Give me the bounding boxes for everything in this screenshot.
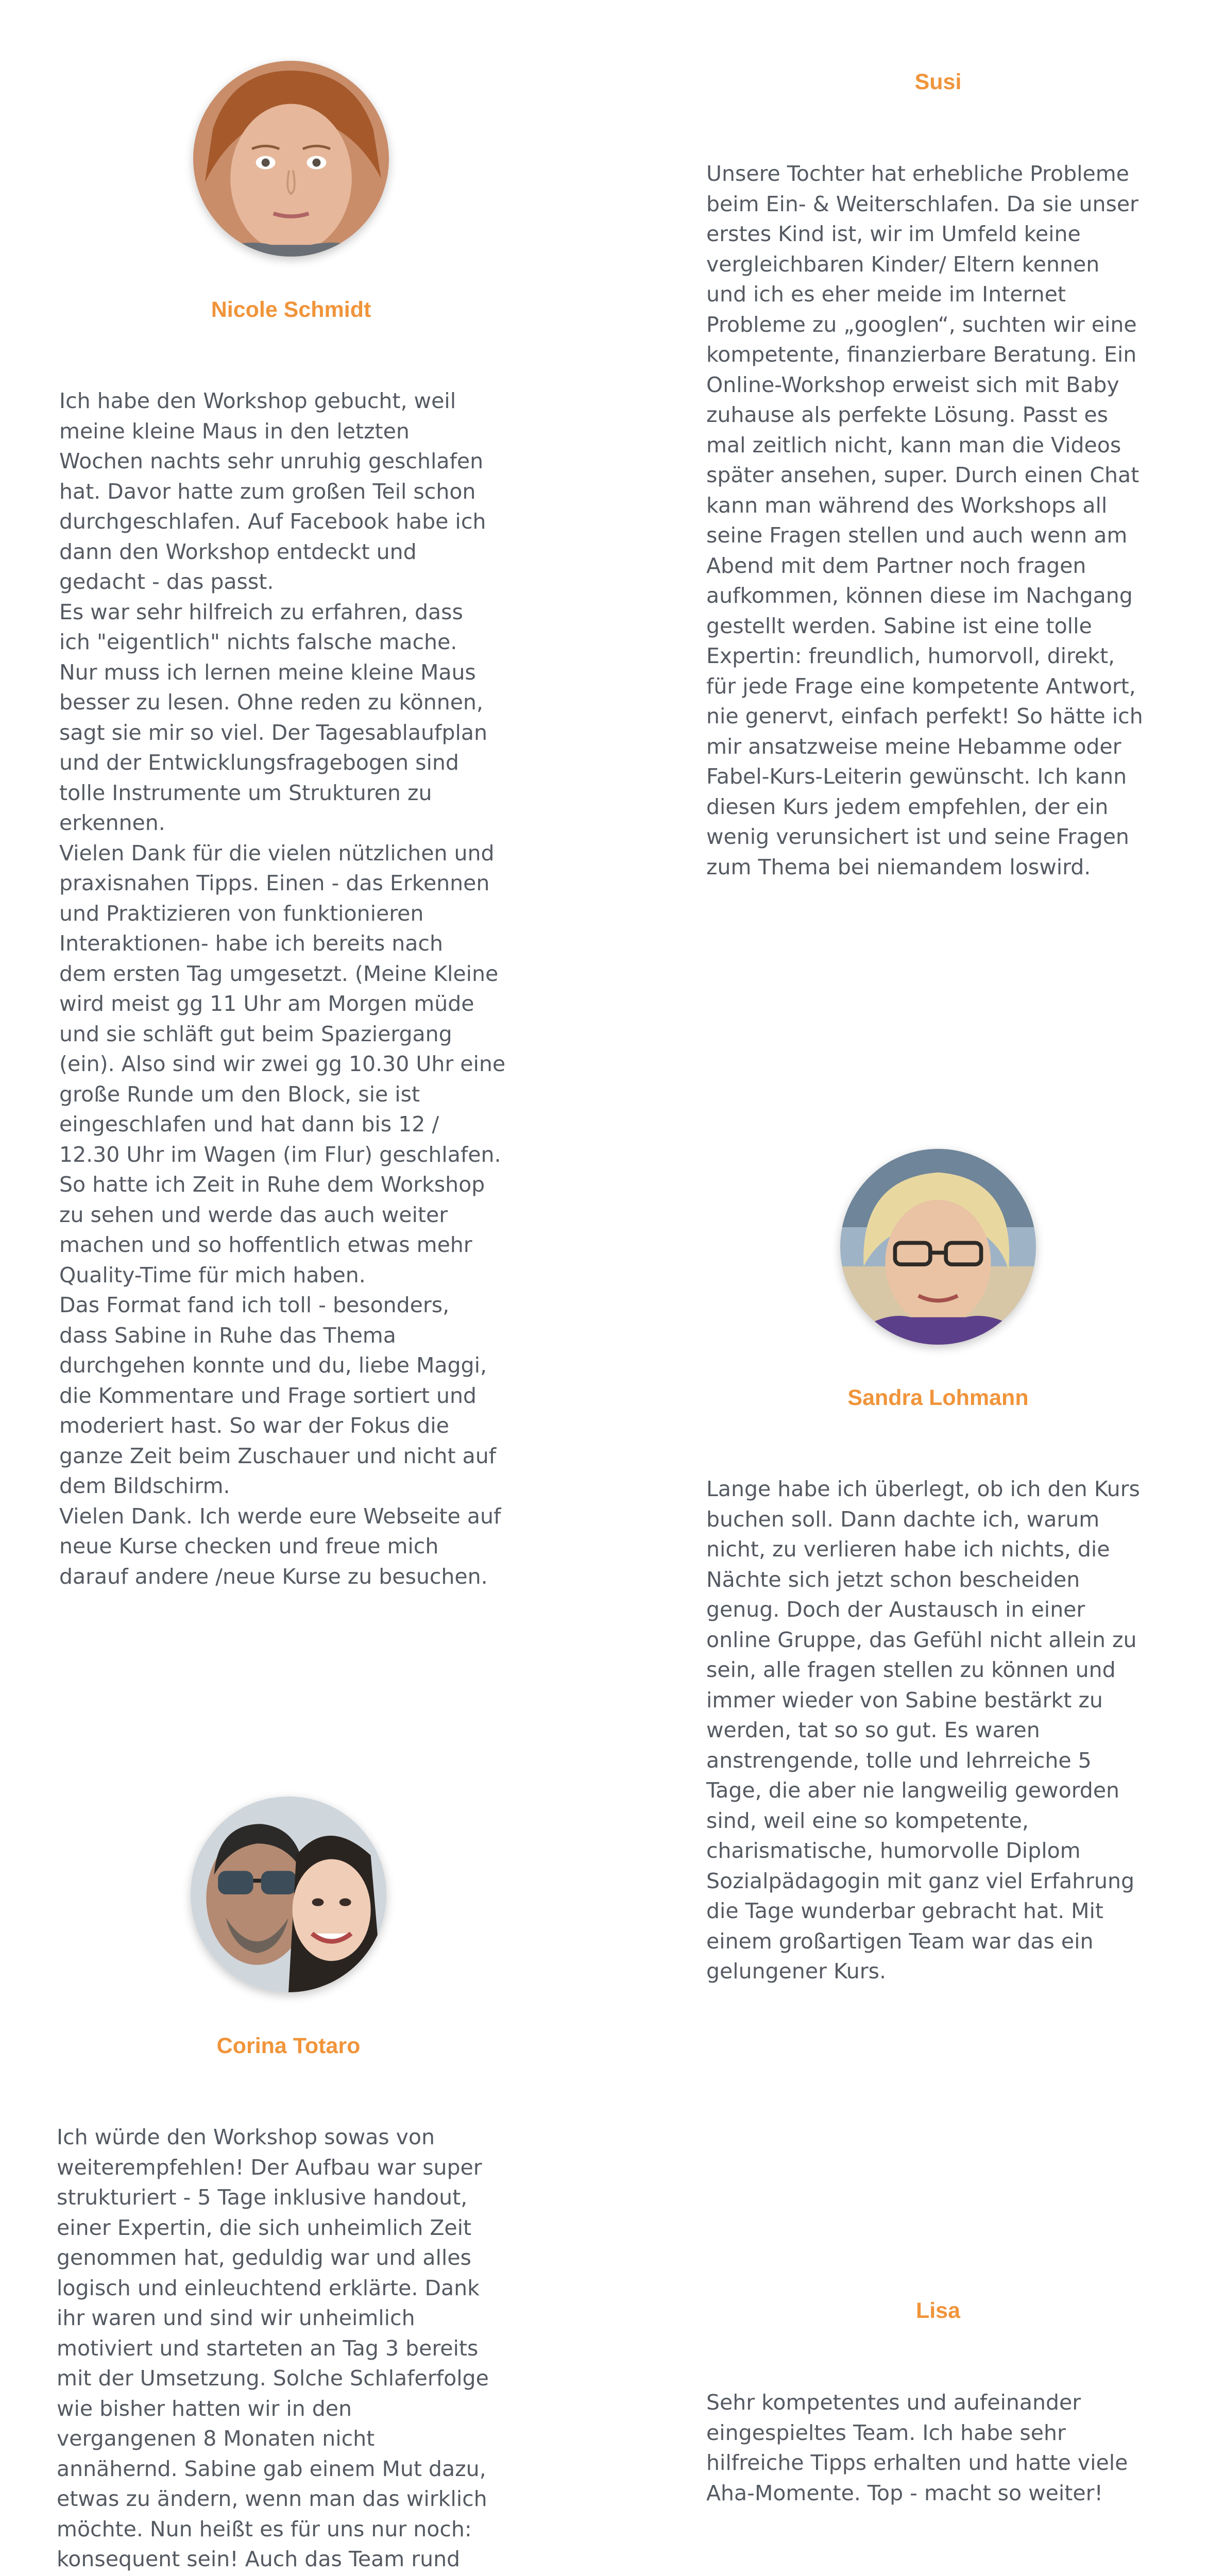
testimonial-text: Ich würde den Workshop sowas von weiterempfehlen! Der Aufbau war super strukturiert - 5 Tage inklusive handout, einer Expertin, die sich unheimlich Zeit genommen hat, geduldig war und alles logisch und einleuchtend erklärte. Dank ihr waren und sind wir unheimlich motiviert und starteten an Tag 3 bereits mit der Umsetzung. Solche Schlaferfolge wie bisher hatten wir in den vergangenen 8 Monaten nicht annähernd. Sabine gab einem Mut dazu, etwas zu ändern, wenn man das wirklich möchte. Nun heißt es für uns nur noch: konsequent sein! Auch das Team rund [57,2125,489,2571]
avatar-corina-totaro [191,1797,386,1992]
reviewer-name: Sandra Lohmann [847,1385,1029,1410]
testimonial-card-corina-totaro [57,1797,520,2576]
testimonial-text: Unsere Tochter hat erhebliche Probleme beim Ein- & Weiterschlafen. Da sie unser erstes Kind ist, wir im Umfeld keine vergleichbaren Kinder/ Eltern kennen und ich es eher meide im Internet Probleme zu „googlen“, suchten wir eine kompetente, finanzierbare Beratung. Ein Online-Workshop erweist sich mit Baby zuhause als perfekte Lösung. Passt es mal zeitlich nicht, kann man die Videos später ansehen, super. Durch einen Chat kann man während des Workshops all seine Fragen stellen und auch wenn am Abend mit dem Partner noch fragen aufkommen, können diese im Nachgang gestellt werden. Sabine ist eine tolle Expertin: freundlich, humorvoll, direkt, für jede Frage eine kompetente Antwort, nie genervt, einfach perfekt! So hätte ich mir ansatzweise meine Hebamme oder Fabel-Kurs-Leiterin gewünscht. Ich kann diesen Kurs jedem empfehlen, der ein wenig verunsichert ist und seine Fragen zum Thema bei niemandem loswird. [706,161,1143,879]
reviewer-name: Lisa [915,2298,961,2323]
portrait-photo-icon [840,1149,1036,1345]
testimonial-card-sandra-lohmann [706,1149,1170,2025]
avatar-nicole-schmidt [193,61,389,257]
testimonial-text: Sehr kompetentes und aufeinander eingespieltes Team. Ich habe sehr hilfreiche Tipps erhalten und hatte viele Aha-Momente. Top - macht so weiter! [706,2390,1128,2505]
reviewer-name: Corina Totaro [216,2033,361,2058]
couple-photo-icon [191,1797,386,1992]
testimonial-card-lisa [706,2296,1170,2553]
reviewer-name: Nicole Schmidt [211,297,371,322]
testimonial-card-susi [706,67,1170,891]
testimonial-text: Lange habe ich überlegt, ob ich den Kurs buchen soll. Dann dachte ich, warum nicht, zu verlieren habe ich nichts, die Nächte sich jetzt schon bescheiden genug. Doch der Austausch in einer online Gruppe, das Gefühl nicht allein zu sein, alle fragen stellen zu können und immer wieder von Sabine bestärkt zu werden, tat so so gut. Es waren anstrengende, tolle und lehrreiche 5 Tage, die aber nie langweilig geworden sind, weil eine so kompetente, charismatische, humorvolle Diplom Sozialpädagogin mit ganz viel Erfahrung die Tage wunderbar gebracht hat. Mit einem großartigen Team war das ein gelungener Kurs. [706,1477,1140,1984]
reviewer-name: Susi [914,70,962,94]
avatar-sandra-lohmann [840,1149,1036,1345]
testimonial-card-nicole-schmidt [59,57,523,1602]
testimonial-text: Ich habe den Workshop gebucht, weil meine kleine Maus in den letzten Wochen nachts sehr unruhig geschlafen hat. Davor hatte zum großen Teil schon durchgeschlafen. Auf Facebook habe ich dann den Workshop entdeckt und gedacht - das passt. Es war sehr hilfreich zu erfahren, dass ich "eigentlich" nichts falsche mache. Nur muss ich lernen meine kleine Maus besser zu lesen. Ohne reden zu können, sagt sie mir so viel. Der Tagesablaufplan und der Entwicklungsfragebogen sind tolle Instrumente um Strukturen zu erkennen. Vielen Dank für die vielen nützlichen und praxisnahen Tipps. Einen - das Erkennen und Praktizieren von funktionieren Interaktionen- habe ich bereits nach dem ersten Tag umgesetzt. (Meine Kleine wird meist gg 11 Uhr am Morgen müde und sie schläft gut beim Spaziergang (ein). Also sind wir zwei gg 10.30 Uhr eine große Runde um den Block, sie ist eingeschlafen und hat dann bis 12 / 12.30 Uhr im Wagen (im Flur) geschlafen. So hatte ich Zeit in Ruhe dem Workshop zu sehen und werde das auch weiter machen und so hoffentlich etwas mehr Quality-Time für mich haben. Das Format fand ich toll - besonders, dass Sabine in Ruhe das Thema durchgehen konnte und du, liebe Maggi, die Kommentare und Frage sortiert und moderiert hast. So war der Fokus die ganze Zeit beim Zuschauer und nicht auf dem Bildschirm. Vielen Dank. Ich werde eure Webseite auf neue Kurse checken und freue mich darauf andere /neue Kurse zu besuchen. [59,388,506,1589]
portrait-photo-icon [193,61,389,257]
